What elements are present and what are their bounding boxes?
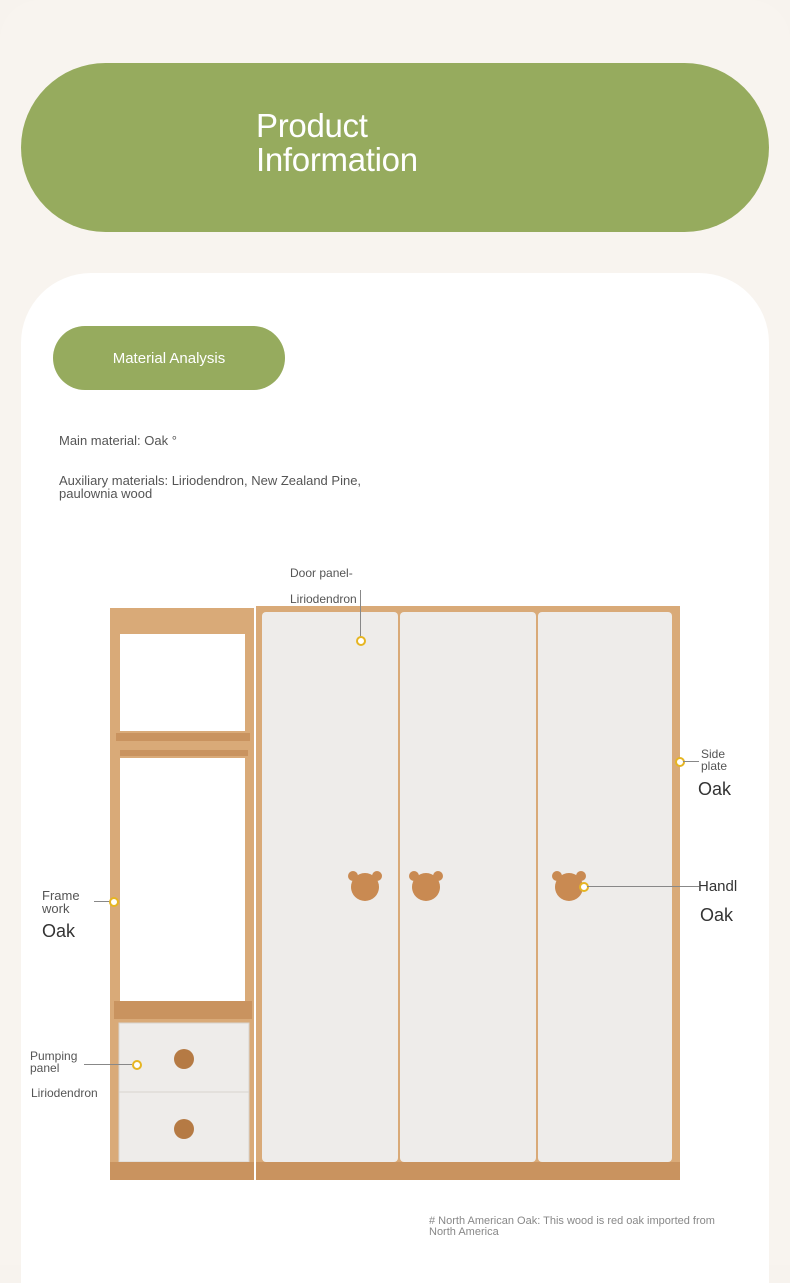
pumping-panel-leader xyxy=(84,1064,132,1065)
main-material-text: Main material: Oak ° xyxy=(59,433,177,448)
handle-leader xyxy=(587,886,699,887)
page-title: Product Information xyxy=(256,107,418,178)
handle-material: Oak xyxy=(700,905,734,925)
door-panel-label: Door panel- xyxy=(290,566,353,580)
handle-marker xyxy=(579,882,589,892)
frame-work-label: Frame work xyxy=(42,888,80,916)
auxiliary-material-text: Auxiliary materials: Liriodendron, New Zealand Pine, paulownia wood xyxy=(59,473,362,501)
pumping-panel-marker xyxy=(132,1060,142,1070)
section-title: Material Analysis xyxy=(53,326,285,390)
side-plate-marker xyxy=(675,757,685,767)
side-plate-leader xyxy=(683,761,699,762)
handle-label: Handl xyxy=(698,878,738,895)
frame-work-material: Oak xyxy=(42,921,76,941)
frame-work-leader xyxy=(94,901,110,902)
door-panel-marker xyxy=(356,636,366,646)
footnote: # North American Oak: This wood is red oak imported from North America xyxy=(429,1215,715,1238)
pumping-panel-material: Liriodendron xyxy=(31,1086,98,1100)
wardrobe-image xyxy=(110,606,680,1181)
frame-work-marker xyxy=(109,897,119,907)
door-panel-leader xyxy=(360,590,361,637)
door-panel-material: Liriodendron xyxy=(290,592,357,606)
side-plate-label: Side plate xyxy=(701,747,728,773)
side-plate-material: Oak xyxy=(698,779,732,799)
pumping-panel-label: Pumping panel xyxy=(30,1049,78,1075)
